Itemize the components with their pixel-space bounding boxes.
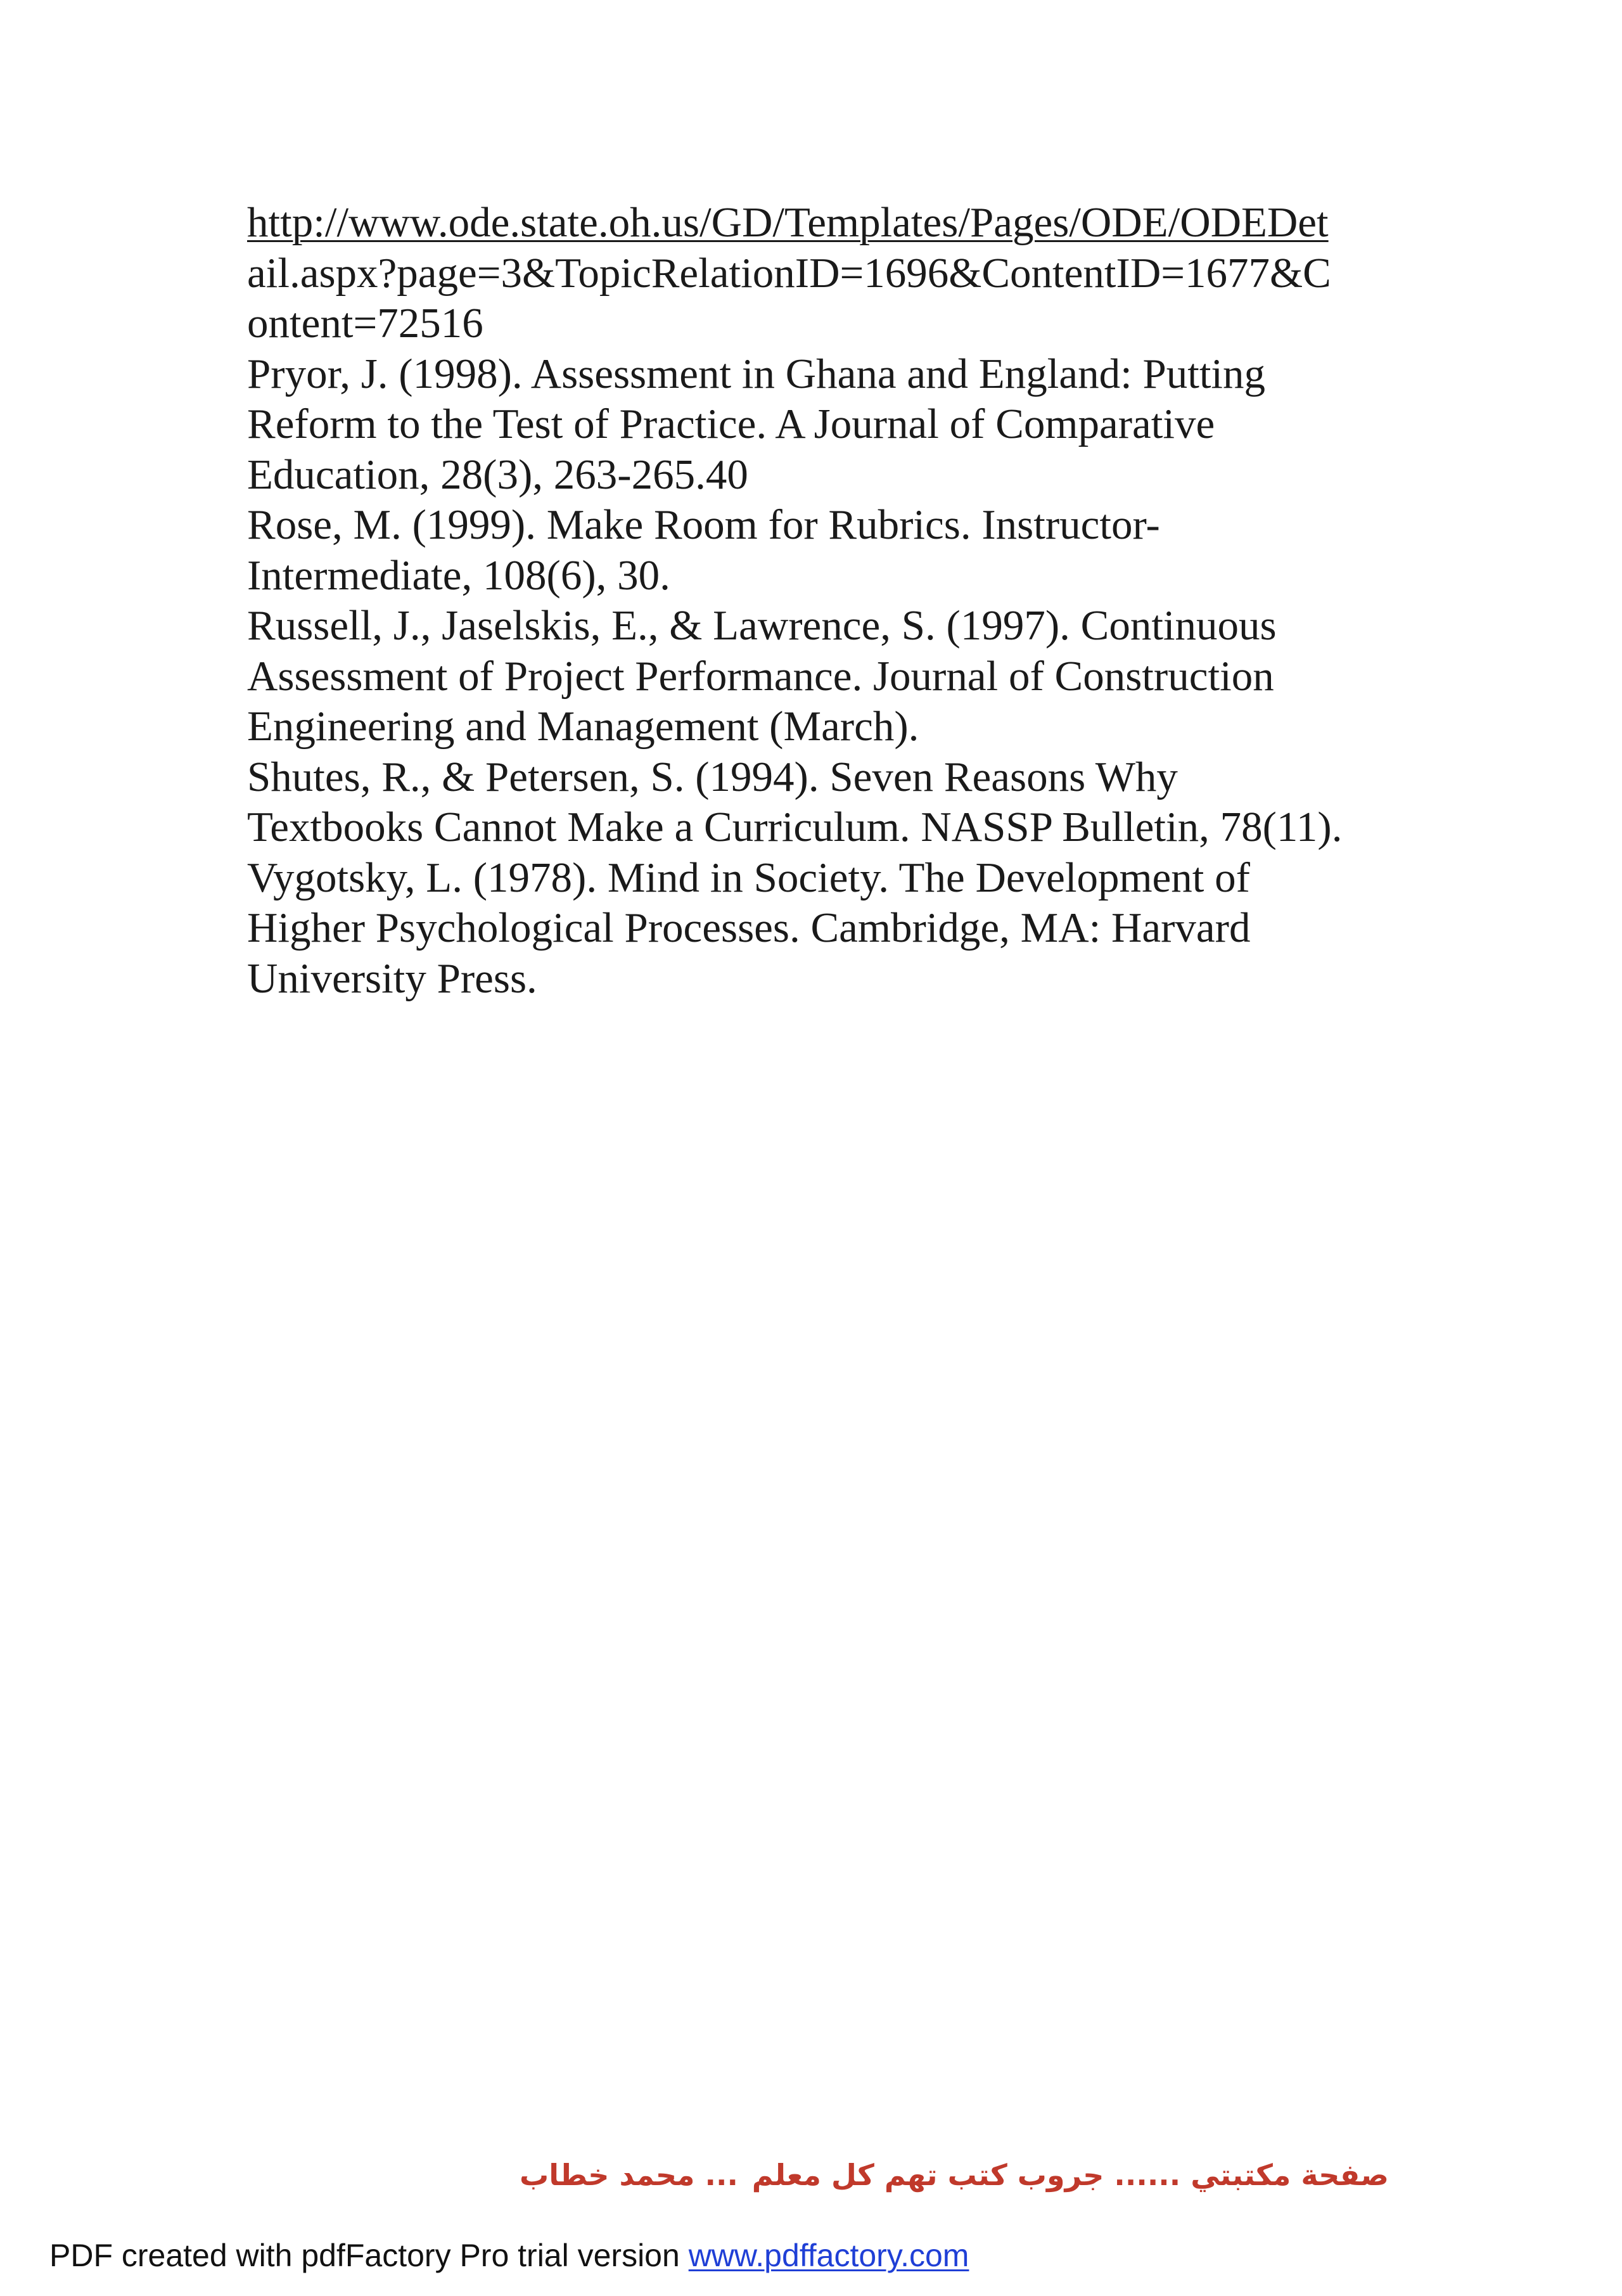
reference-rose-line-1: Rose, M. (1999). Make Room for Rubrics. Instructor- [247, 501, 1160, 548]
pdf-notice-text: PDF created with pdfFactory Pro trial version [49, 2238, 689, 2273]
reference-pryor-line-2: Reform to the Test of Practice. A Journal of Comparative [247, 401, 1215, 447]
reference-url-line-3: ontent=72516 [247, 300, 483, 347]
reference-russell-line-1: Russell, J., Jaselskis, E., & Lawrence, S. (1997). Continuous [247, 602, 1277, 649]
reference-russell-line-3: Engineering and Management (March). [247, 703, 919, 750]
reference-vygotsky-line-2: Higher Psychological Processes. Cambridge, MA: Harvard [247, 904, 1251, 951]
reference-vygotsky-line-3: University Press. [247, 954, 537, 1002]
reference-shutes-line-1: Shutes, R., & Petersen, S. (1994). Seven Reasons Why [247, 753, 1178, 800]
reference-pryor-line-1: Pryor, J. (1998). Assessment in Ghana and England: Putting [247, 350, 1266, 397]
reference-url-line-1[interactable]: http://www.ode.state.oh.us/GD/Templates/Pages/ODE/ODEDet [247, 199, 1329, 246]
reference-rose-line-2: Intermediate, 108(6), 30. [247, 551, 670, 599]
reference-vygotsky-line-1: Vygotsky, L. (1978). Mind in Society. The Development of [247, 854, 1250, 901]
references-list [247, 198, 1407, 1004]
pdf-creator-notice [49, 2237, 969, 2274]
reference-shutes-line-2: Textbooks Cannot Make a Curriculum. NASSP Bulletin, 78(11). [247, 804, 1343, 850]
reference-pryor-line-3: Education, 28(3), 263-265.40 [247, 451, 748, 498]
footer-arabic-group-name: صفحة مكتبتي ...... جروب كتب تهم كل معلم [751, 2158, 1389, 2192]
reference-russell-line-2: Assessment of Project Performance. Journal of Construction [247, 652, 1274, 700]
pdffactory-link[interactable]: www.pdffactory.com [688, 2238, 969, 2273]
footer-arabic-author: ... محمد خطاب [520, 2158, 738, 2192]
reference-url-line-2: ail.aspx?page=3&TopicRelationID=1696&ContentID=1677&C [247, 249, 1331, 297]
